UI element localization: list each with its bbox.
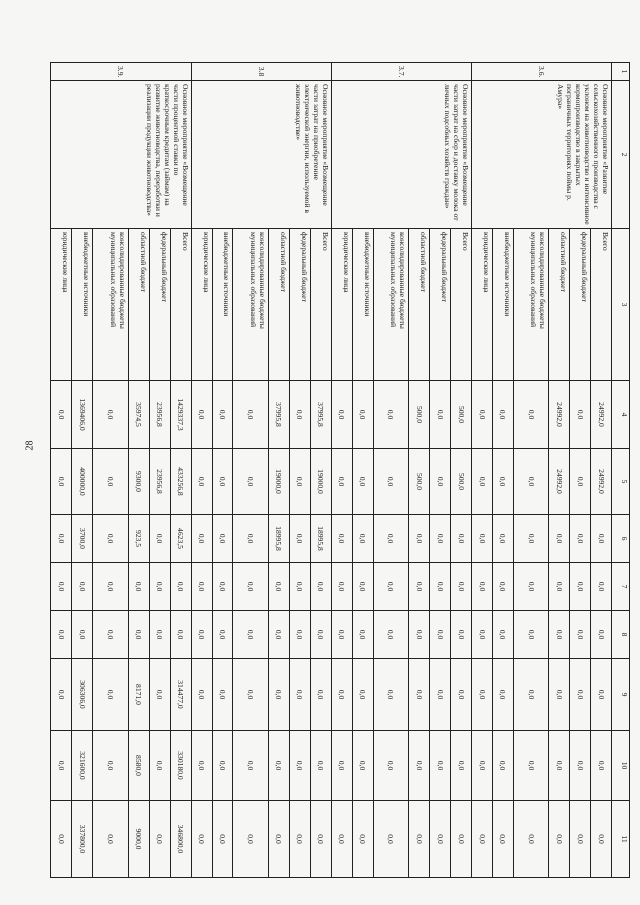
group-title: Основное мероприятие «Развитие сельскохозяйственного производства с уклоном на животноводство и интенсивное кормопроизводство в закрытых пограничных территориях поймы р. Амура» — [472, 81, 612, 229]
value-cell: 0,0 — [149, 659, 170, 731]
funding-source: Всего — [310, 229, 331, 381]
value-cell: 346800,0 — [170, 801, 191, 878]
value-cell: 0,0 — [191, 515, 212, 563]
value-cell: 0,0 — [93, 801, 128, 878]
value-cell: 0,0 — [170, 563, 191, 611]
value-cell: 0,0 — [409, 659, 430, 731]
value-cell: 0,0 — [570, 449, 591, 515]
value-cell: 0,0 — [591, 731, 612, 801]
value-cell: 0,0 — [212, 801, 233, 878]
value-cell: 0,0 — [570, 515, 591, 563]
value-cell: 0,0 — [233, 611, 268, 659]
table-row — [591, 63, 612, 878]
value-cell: 24992,0 — [591, 449, 612, 515]
header-cell: 10 — [612, 731, 630, 801]
value-cell: 0,0 — [212, 515, 233, 563]
value-cell: 0,0 — [331, 801, 352, 878]
value-cell: 37995,8 — [268, 381, 289, 449]
value-cell: 0,0 — [492, 731, 513, 801]
value-cell: 0,0 — [492, 659, 513, 731]
value-cell: 0,0 — [331, 449, 352, 515]
value-cell: 0,0 — [212, 381, 233, 449]
value-cell: 0,0 — [409, 515, 430, 563]
value-cell: 18995,8 — [268, 515, 289, 563]
value-cell: 0,0 — [373, 611, 408, 659]
value-cell: 0,0 — [233, 731, 268, 801]
value-cell: 0,0 — [451, 731, 472, 801]
value-cell: 0,0 — [191, 611, 212, 659]
value-cell: 0,0 — [591, 801, 612, 878]
value-cell: 0,0 — [289, 563, 310, 611]
value-cell: 0,0 — [289, 449, 310, 515]
value-cell: 0,0 — [170, 611, 191, 659]
value-cell: 9000,0 — [128, 801, 149, 878]
value-cell: 0,0 — [289, 731, 310, 801]
value-cell: 0,0 — [352, 515, 373, 563]
value-cell: 0,0 — [373, 381, 408, 449]
value-cell: 0,0 — [430, 563, 451, 611]
header-cell: 7 — [612, 563, 630, 611]
value-cell: 0,0 — [492, 515, 513, 563]
value-cell: 306306,0 — [72, 659, 93, 731]
value-cell: 0,0 — [51, 611, 72, 659]
funding-source: юридические лица — [472, 229, 493, 381]
value-cell: 0,0 — [352, 659, 373, 731]
value-cell: 0,0 — [331, 563, 352, 611]
group-title: Основное мероприятие «Возмещение части затрат на сбор и доставку молока от личных подсобных хозяйств граждан» — [331, 81, 471, 229]
value-cell: 0,0 — [570, 801, 591, 878]
value-cell: 35974,5 — [128, 381, 149, 449]
value-cell: 0,0 — [310, 731, 331, 801]
group-title: Основное мероприятие «Возмещение части процентной ставки по краткосрочным кредитам (займам) на развитие животноводства, переработки и реализации продукции животноводства» — [51, 81, 192, 229]
group-code: 3.7. — [331, 63, 471, 81]
value-cell: 0,0 — [289, 515, 310, 563]
value-cell: 0,0 — [310, 659, 331, 731]
value-cell: 500,0 — [451, 449, 472, 515]
value-cell: 0,0 — [373, 515, 408, 563]
value-cell: 0,0 — [128, 563, 149, 611]
value-cell: 0,0 — [513, 659, 548, 731]
value-cell: 0,0 — [212, 659, 233, 731]
value-cell: 0,0 — [591, 563, 612, 611]
value-cell: 0,0 — [352, 611, 373, 659]
value-cell: 0,0 — [492, 381, 513, 449]
value-cell: 0,0 — [191, 381, 212, 449]
value-cell: 0,0 — [233, 659, 268, 731]
header-cell: 11 — [612, 801, 630, 878]
value-cell: 0,0 — [373, 731, 408, 801]
value-cell: 0,0 — [492, 611, 513, 659]
value-cell: 0,0 — [373, 801, 408, 878]
value-cell: 0,0 — [72, 563, 93, 611]
funding-source: внебюджетные источники — [352, 229, 373, 381]
header-cell: 8 — [612, 611, 630, 659]
value-cell: 0,0 — [149, 563, 170, 611]
value-cell: 0,0 — [409, 731, 430, 801]
value-cell: 0,0 — [451, 659, 472, 731]
header-cell: 5 — [612, 449, 630, 515]
value-cell: 19000,0 — [310, 449, 331, 515]
value-cell: 321600,0 — [72, 731, 93, 801]
value-cell: 0,0 — [409, 611, 430, 659]
value-cell: 4623,5 — [170, 515, 191, 563]
value-cell: 0,0 — [570, 563, 591, 611]
funding-source: федеральный бюджет — [289, 229, 310, 381]
value-cell: 0,0 — [430, 381, 451, 449]
value-cell: 0,0 — [331, 381, 352, 449]
value-cell: 0,0 — [191, 449, 212, 515]
header-row — [612, 63, 630, 878]
value-cell: 0,0 — [191, 563, 212, 611]
value-cell: 0,0 — [430, 449, 451, 515]
value-cell: 23956,8 — [149, 381, 170, 449]
value-cell: 0,0 — [149, 801, 170, 878]
value-cell: 0,0 — [352, 563, 373, 611]
value-cell: 0,0 — [72, 611, 93, 659]
funding-source: областной бюджет — [128, 229, 149, 381]
value-cell: 0,0 — [451, 611, 472, 659]
header-cell: 1 — [612, 63, 630, 81]
value-cell: 0,0 — [93, 563, 128, 611]
funding-source: внебюджетные источники — [212, 229, 233, 381]
value-cell: 0,0 — [233, 449, 268, 515]
page-number: 28 — [24, 440, 36, 451]
value-cell: 0,0 — [331, 515, 352, 563]
value-cell: 18995,8 — [310, 515, 331, 563]
value-cell: 0,0 — [472, 563, 493, 611]
value-cell: 0,0 — [331, 659, 352, 731]
value-cell: 0,0 — [549, 515, 570, 563]
header-cell: 9 — [612, 659, 630, 731]
value-cell: 24992,0 — [549, 449, 570, 515]
funding-source: консолидированные бюджеты муниципальных образований — [93, 229, 128, 381]
value-cell: 0,0 — [513, 449, 548, 515]
value-cell: 0,0 — [331, 611, 352, 659]
value-cell: 0,0 — [472, 381, 493, 449]
value-cell: 9300,0 — [128, 449, 149, 515]
group-code: 3.9. — [51, 63, 192, 81]
value-cell: 0,0 — [513, 801, 548, 878]
value-cell: 0,0 — [212, 731, 233, 801]
value-cell: 0,0 — [268, 611, 289, 659]
value-cell: 0,0 — [233, 515, 268, 563]
funding-source: Всего — [451, 229, 472, 381]
value-cell: 0,0 — [373, 449, 408, 515]
value-cell: 0,0 — [212, 449, 233, 515]
value-cell: 400000,0 — [72, 449, 93, 515]
value-cell: 0,0 — [93, 381, 128, 449]
value-cell: 0,0 — [570, 611, 591, 659]
value-cell: 0,0 — [513, 611, 548, 659]
value-cell: 0,0 — [233, 801, 268, 878]
value-cell: 0,0 — [513, 731, 548, 801]
value-cell: 0,0 — [549, 659, 570, 731]
budget-table — [50, 62, 630, 878]
value-cell: 0,0 — [149, 611, 170, 659]
value-cell: 0,0 — [51, 801, 72, 878]
funding-source: областной бюджет — [409, 229, 430, 381]
value-cell: 0,0 — [492, 563, 513, 611]
value-cell: 0,0 — [472, 801, 493, 878]
value-cell: 0,0 — [310, 563, 331, 611]
value-cell: 0,0 — [51, 449, 72, 515]
value-cell: 0,0 — [93, 659, 128, 731]
value-cell: 0,0 — [549, 801, 570, 878]
value-cell: 0,0 — [492, 801, 513, 878]
value-cell: 0,0 — [513, 515, 548, 563]
funding-source: консолидированные бюджеты муниципальных образований — [373, 229, 408, 381]
value-cell: 0,0 — [51, 659, 72, 731]
value-cell: 0,0 — [191, 659, 212, 731]
value-cell: 0,0 — [373, 563, 408, 611]
value-cell: 0,0 — [289, 801, 310, 878]
value-cell: 0,0 — [549, 731, 570, 801]
funding-source: консолидированные бюджеты муниципальных образований — [513, 229, 548, 381]
value-cell: 0,0 — [268, 801, 289, 878]
funding-source: федеральный бюджет — [149, 229, 170, 381]
value-cell: 0,0 — [233, 381, 268, 449]
value-cell: 0,0 — [289, 381, 310, 449]
value-cell: 0,0 — [451, 563, 472, 611]
value-cell: 0,0 — [149, 731, 170, 801]
value-cell: 0,0 — [430, 659, 451, 731]
group-code: 3.8 — [191, 63, 331, 81]
value-cell: 0,0 — [233, 563, 268, 611]
budget-table-sheet — [50, 62, 630, 877]
value-cell: 24992,0 — [591, 381, 612, 449]
value-cell: 0,0 — [570, 731, 591, 801]
value-cell: 1429337,3 — [170, 381, 191, 449]
value-cell: 330180,0 — [170, 731, 191, 801]
value-cell: 0,0 — [289, 659, 310, 731]
funding-source: Всего — [591, 229, 612, 381]
value-cell: 0,0 — [93, 515, 128, 563]
value-cell: 0,0 — [51, 731, 72, 801]
value-cell: 0,0 — [549, 563, 570, 611]
value-cell: 0,0 — [149, 515, 170, 563]
value-cell: 0,0 — [191, 801, 212, 878]
value-cell: 0,0 — [51, 381, 72, 449]
value-cell: 0,0 — [472, 449, 493, 515]
value-cell: 500,0 — [409, 381, 430, 449]
value-cell: 0,0 — [591, 659, 612, 731]
group-title: Основное мероприятие «Возмещение части затрат на приобретение электрической энергии, используемой в животноводстве» — [191, 81, 331, 229]
value-cell: 0,0 — [51, 563, 72, 611]
value-cell: 0,0 — [409, 563, 430, 611]
table-row — [310, 63, 331, 878]
value-cell: 0,0 — [268, 659, 289, 731]
value-cell: 314477,0 — [170, 659, 191, 731]
value-cell: 0,0 — [513, 381, 548, 449]
table-row — [170, 63, 191, 878]
value-cell: 0,0 — [352, 381, 373, 449]
value-cell: 0,0 — [472, 515, 493, 563]
funding-source: консолидированные бюджеты муниципальных образований — [233, 229, 268, 381]
funding-source: Всего — [170, 229, 191, 381]
header-cell: 3 — [612, 229, 630, 381]
value-cell: 0,0 — [430, 515, 451, 563]
value-cell: 0,0 — [352, 731, 373, 801]
value-cell: 500,0 — [451, 381, 472, 449]
value-cell: 19000,0 — [268, 449, 289, 515]
funding-source: юридические лица — [331, 229, 352, 381]
funding-source: внебюджетные источники — [72, 229, 93, 381]
value-cell: 0,0 — [93, 611, 128, 659]
funding-source: федеральный бюджет — [570, 229, 591, 381]
value-cell: 0,0 — [430, 801, 451, 878]
funding-source: областной бюджет — [549, 229, 570, 381]
value-cell: 23956,8 — [149, 449, 170, 515]
group-code: 3.6. — [472, 63, 612, 81]
value-cell: 0,0 — [591, 515, 612, 563]
header-cell: 2 — [612, 81, 630, 229]
value-cell: 0,0 — [472, 731, 493, 801]
value-cell: 0,0 — [352, 801, 373, 878]
funding-source: внебюджетные источники — [492, 229, 513, 381]
value-cell: 0,0 — [51, 515, 72, 563]
value-cell: 0,0 — [492, 449, 513, 515]
value-cell: 0,0 — [409, 801, 430, 878]
value-cell: 0,0 — [331, 731, 352, 801]
value-cell: 8580,0 — [128, 731, 149, 801]
value-cell: 0,0 — [451, 801, 472, 878]
value-cell: 0,0 — [472, 611, 493, 659]
value-cell: 0,0 — [570, 381, 591, 449]
value-cell: 8171,0 — [128, 659, 149, 731]
funding-source: областной бюджет — [268, 229, 289, 381]
value-cell: 0,0 — [289, 611, 310, 659]
value-cell: 0,0 — [93, 731, 128, 801]
table-row — [451, 63, 472, 878]
value-cell: 1369406,0 — [72, 381, 93, 449]
value-cell: 24992,0 — [549, 381, 570, 449]
funding-source: федеральный бюджет — [430, 229, 451, 381]
value-cell: 0,0 — [451, 515, 472, 563]
value-cell: 0,0 — [268, 563, 289, 611]
value-cell: 433256,8 — [170, 449, 191, 515]
value-cell: 0,0 — [128, 611, 149, 659]
funding-source: юридические лица — [191, 229, 212, 381]
value-cell: 0,0 — [549, 611, 570, 659]
value-cell: 0,0 — [93, 449, 128, 515]
value-cell: 0,0 — [212, 611, 233, 659]
value-cell: 0,0 — [430, 611, 451, 659]
value-cell: 0,0 — [310, 801, 331, 878]
header-cell: 6 — [612, 515, 630, 563]
value-cell: 37995,8 — [310, 381, 331, 449]
value-cell: 0,0 — [191, 731, 212, 801]
value-cell: 0,0 — [310, 611, 331, 659]
value-cell: 0,0 — [373, 659, 408, 731]
value-cell: 0,0 — [430, 731, 451, 801]
value-cell: 0,0 — [591, 611, 612, 659]
value-cell: 0,0 — [472, 659, 493, 731]
value-cell: 3700,0 — [72, 515, 93, 563]
value-cell: 0,0 — [570, 659, 591, 731]
value-cell: 0,0 — [352, 449, 373, 515]
funding-source: юридические лица — [51, 229, 72, 381]
header-cell: 4 — [612, 381, 630, 449]
value-cell: 0,0 — [268, 731, 289, 801]
value-cell: 0,0 — [513, 563, 548, 611]
value-cell: 0,0 — [212, 563, 233, 611]
value-cell: 500,0 — [409, 449, 430, 515]
value-cell: 923,5 — [128, 515, 149, 563]
value-cell: 337800,0 — [72, 801, 93, 878]
